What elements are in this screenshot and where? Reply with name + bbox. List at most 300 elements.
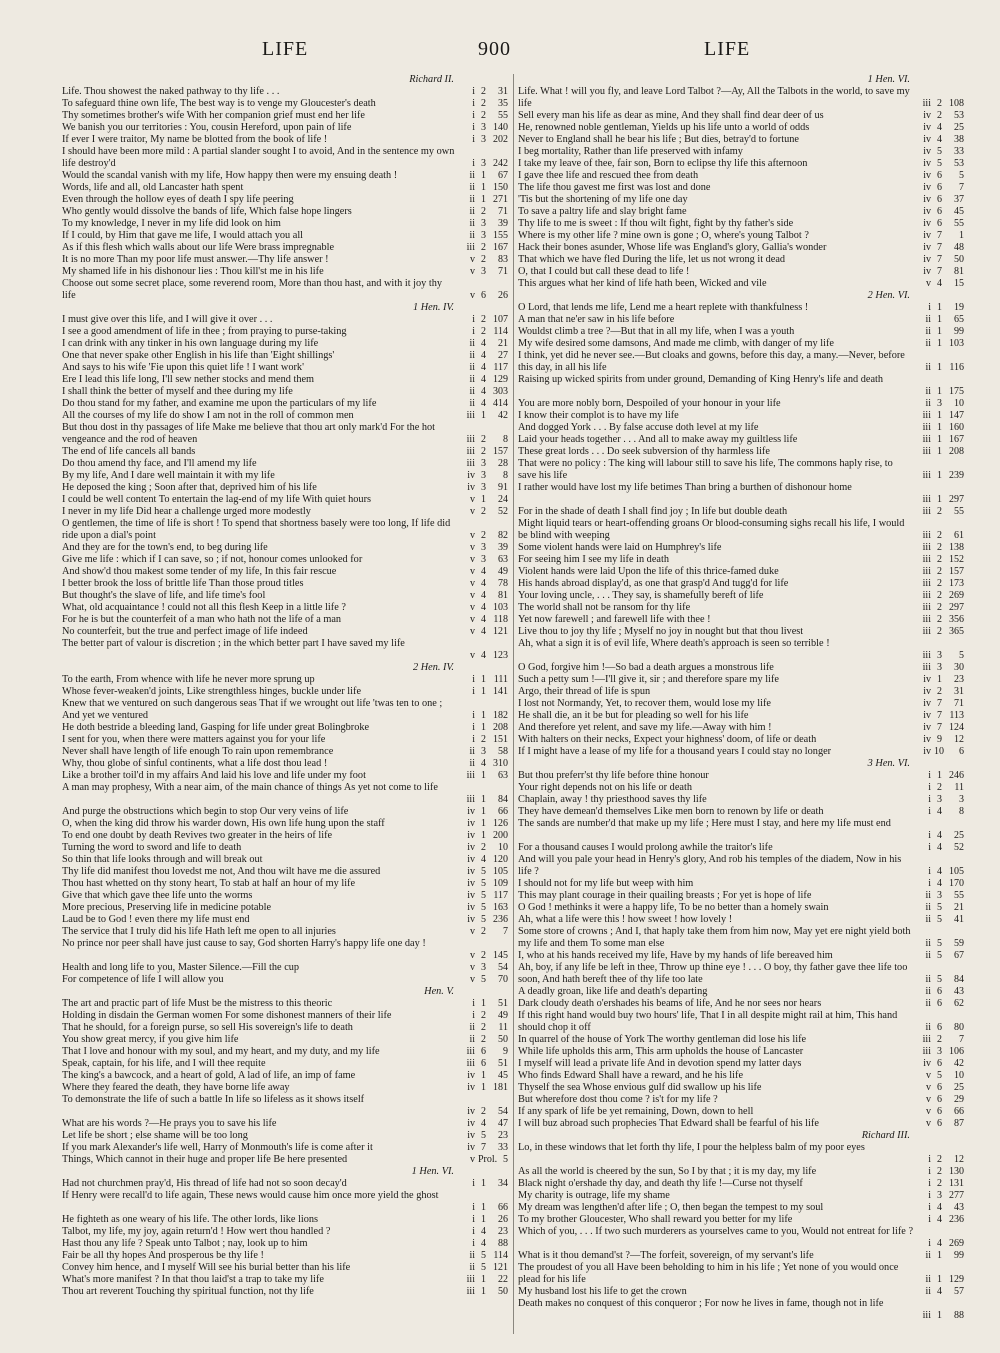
citation-scene: 4 [937, 1286, 942, 1297]
citation-line: 109 [493, 878, 508, 889]
citation-line: 99 [954, 326, 964, 337]
citation-scene: 4 [937, 1238, 942, 1249]
citation-line: 52 [498, 506, 508, 517]
citation-act: ii [469, 758, 475, 769]
citation-reference [458, 890, 512, 902]
citation-scene: 4 [481, 386, 486, 397]
quotation-text: Ere I lead this life long, I'll sew nether stocks and mend them [62, 374, 315, 385]
quotation-text: As all the world is cheered by the sun, So I by that ; it is my day, my life [518, 1166, 817, 1177]
quotation-text: Life. What ! will you fly, and leave Lord Talbot ?—Ay, All the Talbots in the world, to save my life [518, 86, 910, 109]
quotation-text: He deposed the king ; Soon after that, deprived him of his life [62, 482, 317, 493]
citation-act: i [472, 98, 475, 109]
citation-scene: 3 [481, 470, 486, 481]
citation-line: 3 [959, 794, 964, 805]
citation-act: iii [922, 578, 931, 589]
citation-act: v [470, 962, 475, 973]
concordance-entry [62, 866, 512, 878]
citation-reference [914, 1286, 968, 1298]
citation-act: iii [922, 590, 931, 601]
quotation-text: For competence of life I will allow you [62, 974, 224, 985]
concordance-entry [62, 518, 512, 542]
citation-line: 151 [493, 734, 508, 745]
citation-scene: 3 [937, 1046, 942, 1057]
citation-line: 55 [954, 218, 964, 229]
citation-act: iii [922, 566, 931, 577]
concordance-entry [518, 1166, 968, 1178]
citation-act: v [470, 602, 475, 613]
quotation-text: Laud be to God ! even there my life must end [62, 914, 250, 925]
citation-scene: 1 [937, 314, 942, 325]
citation-act: ii [469, 218, 475, 229]
citation-act: i [928, 806, 931, 817]
quotation-text: And will you pale your head in Henry's glory, And rob his temples of the diadem, Now in his life ? [518, 854, 902, 877]
citation-act: iv [467, 1082, 475, 1093]
citation-line: 277 [949, 1190, 964, 1201]
quotation-text: Turning the word to sword and life to death [62, 842, 242, 853]
quotation-text: Life. Thou showest the naked pathway to thy life . . . [62, 86, 280, 97]
citation-reference [914, 1106, 968, 1118]
citation-act: iv [467, 470, 475, 481]
citation-reference [914, 1250, 968, 1262]
quotation-text: This may plant courage in their quailing breasts ; For yet is hope of life [518, 890, 812, 901]
citation-act: iii [922, 530, 931, 541]
quotation-text: Do thou stand for my father, and examine me upon the particulars of my life [62, 398, 377, 409]
concordance-entry [62, 1082, 512, 1094]
concordance-entry [518, 254, 968, 266]
concordance-entry [62, 374, 512, 386]
citation-line: 42 [498, 410, 508, 421]
citation-scene: 1 [481, 494, 486, 505]
citation-scene: 1 [937, 470, 942, 481]
quotation-text: I should have been more mild : A partial slander sought I to avoid, And in the sentence my own life destroy'd [62, 146, 455, 169]
citation-reference [458, 434, 512, 446]
quotation-text: Thy life did manifest thou lovedst me not, And thou wilt have me die assured [62, 866, 381, 877]
citation-line: 70 [498, 974, 508, 985]
quotation-text: I know their complot is to have my life [518, 410, 679, 421]
citation-line: 118 [493, 614, 508, 625]
citation-reference [914, 386, 968, 398]
quotation-text: We banish you our territories : You, cousin Hereford, upon pain of life [62, 122, 352, 133]
play-title: 2 Hen. VI. [867, 290, 910, 301]
concordance-entry [62, 734, 512, 746]
citation-reference [914, 998, 968, 1010]
citation-act: iv [467, 482, 475, 493]
concordance-entry [62, 266, 512, 278]
citation-scene: 4 [481, 602, 486, 613]
citation-reference [458, 1250, 512, 1262]
citation-line: 21 [954, 902, 964, 913]
quotation-text: I see a good amendment of life in thee ; from praying to purse-taking [62, 326, 347, 337]
citation-reference [914, 1310, 968, 1322]
citation-reference [458, 614, 512, 626]
citation-scene: 6 [937, 194, 942, 205]
citation-reference [458, 182, 512, 194]
citation-reference [914, 902, 968, 914]
citation-reference [458, 590, 512, 602]
citation-reference [458, 1214, 512, 1226]
citation-act: i [472, 158, 475, 169]
citation-act: ii [469, 182, 475, 193]
citation-reference [914, 722, 968, 734]
quotation-text: I lost not Normandy, Yet, to recover them, would lose my life [518, 698, 771, 709]
citation-line: 126 [493, 818, 508, 829]
quotation-text: But wherefore dost thou come ? is't for my life ? [518, 1094, 718, 1105]
citation-act: iii [922, 614, 931, 625]
quotation-text: Lo, in these windows that let forth thy life, I pour the helpless balm of my poor eyes [518, 1142, 865, 1153]
quotation-text: The life thou gavest me first was lost and done [518, 182, 711, 193]
citation-line: 58 [498, 746, 508, 757]
citation-scene: 3 [481, 134, 486, 145]
citation-line: 34 [498, 1178, 508, 1189]
quotation-text: O God, forgive him !—So bad a death argues a monstrous life [518, 662, 774, 673]
quotation-text: Do thou amend thy face, and I'll amend my life [62, 458, 257, 469]
concordance-entry [518, 1202, 968, 1214]
citation-reference [458, 1274, 512, 1286]
concordance-entry [518, 302, 968, 314]
quotation-text: While life upholds this arm, This arm upholds the house of Lancaster [518, 1046, 804, 1057]
citation-reference [458, 710, 512, 722]
citation-act: iii [466, 458, 475, 469]
concordance-entry [62, 890, 512, 902]
concordance-entry [518, 146, 968, 158]
citation-reference [458, 254, 512, 266]
citation-act: i [928, 794, 931, 805]
citation-scene: 3 [481, 962, 486, 973]
citation-scene: 1 [481, 170, 486, 181]
citation-reference [458, 686, 512, 698]
quotation-text: O gentlemen, the time of life is short ! To spend that shortness basely were too long, If life did ride upon a dial's point [62, 518, 451, 541]
citation-reference [458, 446, 512, 458]
quotation-text: Such a petty sum !—I'll give it, sir ; and therefore spare my life [518, 674, 779, 685]
citation-act: i [928, 770, 931, 781]
citation-scene: 10 [934, 746, 944, 757]
citation-act: iv [467, 1070, 475, 1081]
citation-act: ii [469, 746, 475, 757]
quotation-text: Why, thou globe of sinful continents, what a life dost thou lead ! [62, 758, 328, 769]
citation-act: i [928, 1178, 931, 1189]
citation-act: v [926, 1118, 931, 1129]
quotation-text: I, who at his hands received my life, Have by my hands of life bereaved him [518, 950, 833, 961]
citation-act: iv [467, 1130, 475, 1141]
concordance-entry [62, 554, 512, 566]
citation-scene: 2 [481, 842, 486, 853]
citation-act: iv [467, 806, 475, 817]
citation-reference [914, 710, 968, 722]
left-column [62, 74, 512, 1342]
citation-scene: 1 [937, 326, 942, 337]
citation-reference [458, 1142, 512, 1154]
quotation-text: Ah, boy, if any life be left in thee, Throw up thine eye ! . . . O boy, thy father gave thee life too soon, And hath bereft thee of thy life too late [518, 962, 908, 985]
citation-reference [914, 938, 968, 950]
citation-scene: 4 [481, 350, 486, 361]
citation-reference [914, 1238, 968, 1250]
citation-act: i [472, 86, 475, 97]
citation-act: iv [923, 110, 931, 121]
citation-reference [914, 542, 968, 554]
citation-reference [914, 590, 968, 602]
citation-reference [914, 98, 968, 110]
quotation-text: By my life, And I dare well maintain it with my life [62, 470, 275, 481]
citation-scene: 4 [481, 614, 486, 625]
citation-line: 71 [498, 266, 508, 277]
quotation-text: And therefore yet relent, and save my life.—Away with him ! [518, 722, 772, 733]
citation-act: iv [923, 266, 931, 277]
citation-scene: 1 [481, 830, 486, 841]
citation-act: i [472, 1178, 475, 1189]
citation-act: iii [922, 602, 931, 613]
concordance-entry [62, 674, 512, 686]
citation-line: 246 [949, 770, 964, 781]
citation-line: 88 [498, 1238, 508, 1249]
quotation-text: To my knowledge, I never in my life did look on him [62, 218, 281, 229]
quotation-text: Knew that we ventured on such dangerous seas That if we wrought out life 'twas ten to one ; And yet we ventured [62, 698, 443, 721]
quotation-text: The art and practic part of life Must be the mistress to this theoric [62, 998, 333, 1009]
citation-reference [458, 134, 512, 146]
citation-line: 271 [493, 194, 508, 205]
citation-line: 31 [498, 86, 508, 97]
concordance-entry [62, 770, 512, 782]
citation-reference [458, 566, 512, 578]
citation-act: v [470, 974, 475, 985]
quotation-text: What's more manifest ? In that thou laid'st a trap to take my life [62, 1274, 324, 1285]
citation-act: i [928, 782, 931, 793]
quotation-text: Where they feared the death, they have borne life away [62, 1082, 290, 1093]
quotation-text: If ever I were traitor, My name be blotted from the book of life ! [62, 134, 328, 145]
citation-scene: 2 [481, 206, 486, 217]
citation-line: 37 [954, 194, 964, 205]
citation-act: ii [925, 1274, 931, 1285]
citation-act: ii [469, 206, 475, 217]
citation-act: i [472, 1226, 475, 1237]
concordance-entry [62, 1262, 512, 1274]
citation-reference [458, 1010, 512, 1022]
quotation-text: Chaplain, away ! thy priesthood saves thy life [518, 794, 707, 805]
citation-reference [914, 794, 968, 806]
citation-line: 91 [498, 482, 508, 493]
concordance-entry [62, 446, 512, 458]
quotation-text: I think, yet did he never see.—But cloaks and gowns, before this day, a many.—Never, before this day, in all his life [518, 350, 905, 373]
quotation-text: More precious, Preserving life in medicine potable [62, 902, 272, 913]
citation-reference [458, 974, 512, 986]
citation-scene: 6 [937, 986, 942, 997]
citation-act: ii [925, 950, 931, 961]
citation-scene: 4 [481, 566, 486, 577]
concordance-entry [62, 578, 512, 590]
citation-act: iii [922, 410, 931, 421]
concordance-entry [518, 542, 968, 554]
quotation-text: The proudest of you all Have been beholding to him in his life ; Yet none of you would once plead for his life [518, 1262, 899, 1285]
quotation-text: If you mark Alexander's life well, Harry of Monmouth's life is come after it [62, 1142, 373, 1153]
citation-line: 43 [954, 986, 964, 997]
concordance-entry [62, 1070, 512, 1082]
citation-scene: 1 [937, 1250, 942, 1261]
citation-line: 67 [498, 170, 508, 181]
citation-act: i [472, 674, 475, 685]
concordance-entry [518, 194, 968, 206]
citation-reference [914, 1082, 968, 1094]
play-title: 2 Hen. IV. [413, 662, 454, 673]
quotation-text: Black night o'ershade thy day, and death thy life !—Curse not thyself [518, 1178, 803, 1189]
citation-line: 57 [954, 1286, 964, 1297]
citation-act: iv [923, 170, 931, 181]
citation-reference [914, 470, 968, 482]
concordance-columns [62, 74, 970, 1342]
citation-scene: 1 [937, 1310, 942, 1321]
citation-scene: 4 [937, 842, 942, 853]
citation-scene: 2 [481, 1106, 486, 1117]
citation-act: ii [925, 326, 931, 337]
citation-act: i [472, 122, 475, 133]
citation-act: iii [922, 1034, 931, 1045]
concordance-entry [62, 1022, 512, 1034]
citation-reference [458, 842, 512, 854]
citation-reference [914, 146, 968, 158]
citation-scene: 1 [481, 1202, 486, 1213]
citation-line: 50 [498, 1286, 508, 1297]
citation-line: 117 [493, 890, 508, 901]
citation-line: 105 [949, 866, 964, 877]
citation-reference [914, 1202, 968, 1214]
citation-act: iv [467, 1106, 475, 1117]
citation-reference [914, 314, 968, 326]
citation-reference [458, 794, 512, 806]
citation-act: ii [925, 362, 931, 373]
citation-reference [458, 1070, 512, 1082]
citation-line: 208 [949, 446, 964, 457]
citation-line: 54 [498, 962, 508, 973]
citation-reference [914, 614, 968, 626]
citation-act: iv [923, 686, 931, 697]
citation-act: iv [923, 710, 931, 721]
quotation-text: It is no more Than my poor life must answer.—Thy life answer ! [62, 254, 329, 265]
concordance-entry [62, 998, 512, 1010]
citation-line: 45 [498, 1070, 508, 1081]
concordance-entry [518, 662, 968, 674]
citation-act: iv [923, 254, 931, 265]
citation-line: 414 [493, 398, 508, 409]
concordance-entry [518, 1010, 968, 1034]
citation-line: 59 [954, 938, 964, 949]
citation-reference [914, 1118, 968, 1130]
concordance-entry [518, 1262, 968, 1286]
citation-reference [914, 578, 968, 590]
concordance-entry [518, 626, 968, 638]
citation-scene: 2 [481, 1034, 486, 1045]
citation-reference [914, 1154, 968, 1166]
quotation-text: What are his words ?—He prays you to save his life [62, 1118, 277, 1129]
citation-scene: 4 [937, 278, 942, 289]
citation-line: 53 [954, 110, 964, 121]
citation-reference [914, 626, 968, 638]
citation-act: iv [467, 902, 475, 913]
concordance-entry [518, 698, 968, 710]
concordance-entry [62, 350, 512, 362]
play-title: Richard III. [861, 1130, 910, 1141]
citation-line: 8 [959, 806, 964, 817]
citation-line: 120 [493, 854, 508, 865]
citation-line: 6 [959, 746, 964, 757]
citation-reference [914, 242, 968, 254]
quotation-text: Words, life and all, old Lancaster hath spent [62, 182, 244, 193]
concordance-entry [62, 1034, 512, 1046]
quotation-text: Thy sometimes brother's wife With her companion grief must end her life [62, 110, 365, 121]
concordance-entry [62, 1250, 512, 1262]
citation-scene: 4 [481, 1238, 486, 1249]
quotation-text: I will buz abroad such prophecies That Edward shall be fearful of his life [518, 1118, 819, 1129]
concordance-entry [62, 974, 512, 986]
citation-line: 82 [498, 530, 508, 541]
citation-scene: 5 [481, 914, 486, 925]
citation-scene: 2 [481, 926, 486, 937]
concordance-entry [518, 1118, 968, 1130]
concordance-entry [518, 242, 968, 254]
citation-line: 10 [954, 398, 964, 409]
citation-act: ii [925, 914, 931, 925]
citation-act: iv [467, 1118, 475, 1129]
citation-reference [914, 218, 968, 230]
citation-line: 26 [498, 290, 508, 301]
citation-reference [914, 782, 968, 794]
citation-reference [914, 410, 968, 422]
quotation-text: I myself will lead a private life And in devotion spend my latter days [518, 1058, 802, 1069]
citation-scene: 2 [937, 1154, 942, 1165]
citation-scene: 2 [937, 1034, 942, 1045]
quotation-text: My charity is outrage, life my shame [518, 1190, 670, 1201]
citation-act: v [926, 1070, 931, 1081]
quotation-text: Thou art reverent Touching thy spiritual function, not thy life [62, 1286, 314, 1297]
concordance-entry [62, 206, 512, 218]
citation-reference [458, 830, 512, 842]
citation-line: 242 [493, 158, 508, 169]
citation-act: ii [925, 974, 931, 985]
quotation-text: Thy life to me is sweet : If thou wilt fight, fight by thy father's side [518, 218, 794, 229]
citation-reference [914, 494, 968, 506]
citation-scene: 5 [937, 914, 942, 925]
concordance-entry [518, 1298, 968, 1322]
concordance-entry [62, 1058, 512, 1070]
citation-act: iii [466, 446, 475, 457]
concordance-entry [62, 1118, 512, 1130]
citation-act: ii [925, 938, 931, 949]
citation-line: 71 [954, 698, 964, 709]
quotation-text: Which of you, . . . If two such murderers as yourselves came to you, Would not entreat for life ? [518, 1226, 913, 1237]
citation-scene: 2 [937, 686, 942, 697]
concordance-entry [518, 122, 968, 134]
concordance-entry [518, 518, 968, 542]
citation-reference [458, 854, 512, 866]
citation-scene: 3 [481, 122, 486, 133]
citation-line: 181 [493, 1082, 508, 1093]
concordance-entry [62, 1094, 512, 1118]
concordance-entry [62, 638, 512, 662]
citation-act: ii [469, 1250, 475, 1261]
citation-scene: 6 [937, 170, 942, 181]
citation-reference [458, 1262, 512, 1274]
citation-scene: 4 [481, 758, 486, 769]
citation-reference [458, 1202, 512, 1214]
concordance-entry [62, 338, 512, 350]
quotation-text: Health and long life to you, Master Silence.—Fill the cup [62, 962, 300, 973]
concordance-entry [62, 326, 512, 338]
citation-line: 170 [949, 878, 964, 889]
citation-act: iii [466, 434, 475, 445]
quotation-text: Convey him hence, and I myself Will see his burial better than his life [62, 1262, 351, 1273]
quotation-text: Talbot, my life, my joy, again return'd ! How wert thou handled ? [62, 1226, 331, 1237]
concordance-entry [62, 1154, 512, 1166]
citation-act: i [928, 830, 931, 841]
citation-reference [914, 1034, 968, 1046]
column-divider [513, 74, 514, 1334]
